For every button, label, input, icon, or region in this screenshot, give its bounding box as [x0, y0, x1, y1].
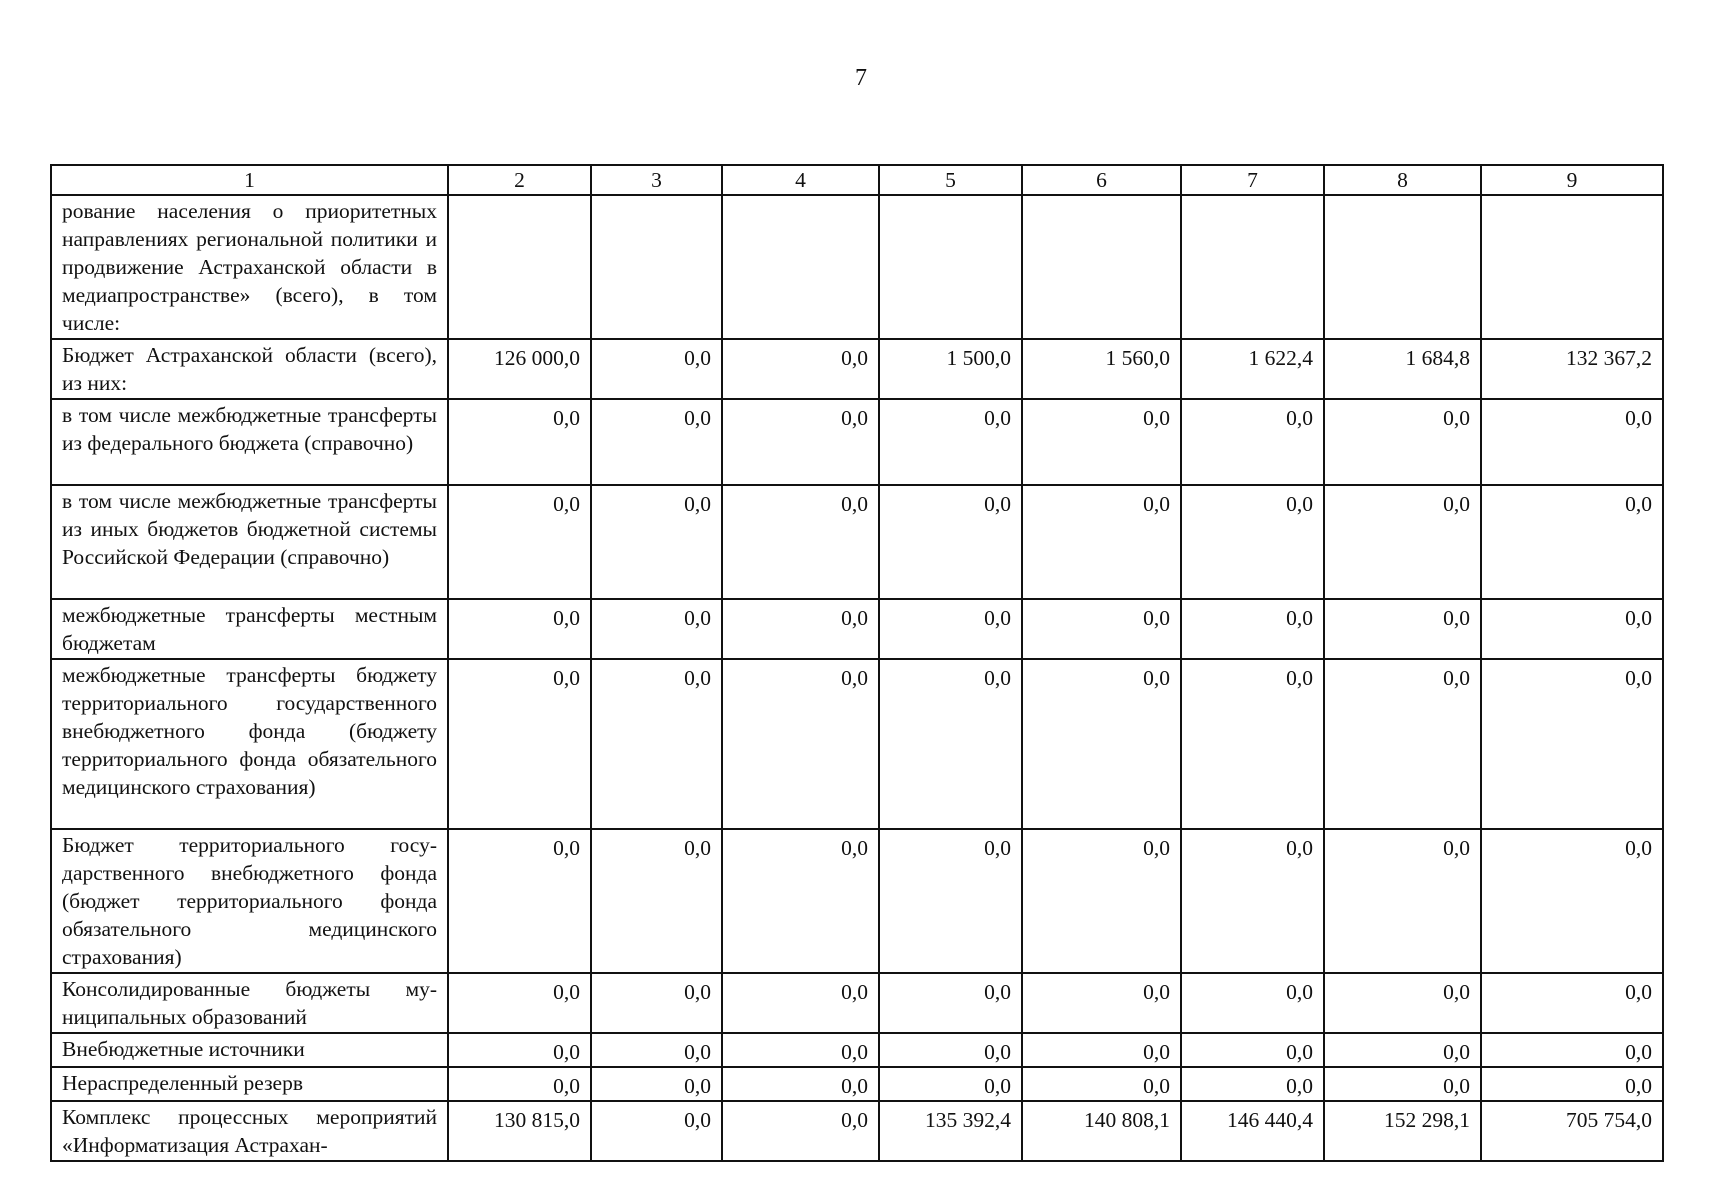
cell-value: 0,0: [1481, 973, 1663, 1033]
cell-value: 0,0: [1481, 659, 1663, 829]
table-row: [51, 399, 1663, 485]
table-row: [51, 195, 1663, 339]
row-label: межбюджетные трансферты бюджету территориального государственного внебюджетного фонда (бюджету территориального фонда обязательного медицинского страхования): [51, 659, 448, 829]
cell-value: [591, 195, 722, 339]
cell-value: 0,0: [879, 1033, 1022, 1067]
cell-value: 0,0: [591, 659, 722, 829]
row-label: Бюджет территориального государственного внебюджетного фонда (бюджет территориального фонда обязательного медицинского страхования): [51, 829, 448, 973]
cell-value: 0,0: [879, 485, 1022, 599]
page-number: 7: [855, 65, 867, 91]
cell-value: 0,0: [591, 339, 722, 399]
cell-value: 0,0: [591, 1067, 722, 1101]
cell-value: 1 622,4: [1181, 339, 1324, 399]
column-header: 4: [722, 165, 879, 195]
cell-value: 0,0: [1324, 485, 1481, 599]
cell-value: 0,0: [1481, 1033, 1663, 1067]
cell-value: 146 440,4: [1181, 1101, 1324, 1161]
table-row: [51, 1067, 1663, 1101]
table-header-row: [51, 165, 1663, 195]
cell-value: 0,0: [722, 659, 879, 829]
row-label: Нераспределенный резерв: [51, 1067, 448, 1101]
cell-value: 0,0: [1324, 973, 1481, 1033]
cell-value: 0,0: [1022, 973, 1181, 1033]
cell-value: 0,0: [1181, 1067, 1324, 1101]
cell-value: 130 815,0: [448, 1101, 591, 1161]
cell-value: 0,0: [1324, 599, 1481, 659]
cell-value: 0,0: [448, 1033, 591, 1067]
cell-value: 0,0: [1324, 659, 1481, 829]
table-row: [51, 1033, 1663, 1067]
row-label: Внебюджетные источники: [51, 1033, 448, 1067]
cell-value: 0,0: [591, 1033, 722, 1067]
table-row: [51, 829, 1663, 973]
column-header: 8: [1324, 165, 1481, 195]
cell-value: 1 500,0: [879, 339, 1022, 399]
cell-value: [1324, 195, 1481, 339]
cell-value: [1022, 195, 1181, 339]
cell-value: 0,0: [448, 399, 591, 485]
table-row: [51, 339, 1663, 399]
cell-value: 0,0: [1181, 599, 1324, 659]
cell-value: [879, 195, 1022, 339]
table-row: [51, 485, 1663, 599]
cell-value: 0,0: [448, 659, 591, 829]
cell-value: 0,0: [722, 485, 879, 599]
table-row: [51, 659, 1663, 829]
cell-value: 0,0: [722, 339, 879, 399]
cell-value: [722, 195, 879, 339]
cell-value: 0,0: [722, 829, 879, 973]
cell-value: 0,0: [591, 973, 722, 1033]
cell-value: 0,0: [1181, 485, 1324, 599]
cell-value: 0,0: [1022, 399, 1181, 485]
cell-value: 0,0: [591, 599, 722, 659]
cell-value: 0,0: [448, 485, 591, 599]
cell-value: 0,0: [1022, 485, 1181, 599]
row-label: Комплекс процессных мероприятий «Информатизация Астрахан-: [51, 1101, 448, 1161]
cell-value: 0,0: [722, 1067, 879, 1101]
column-header: 9: [1481, 165, 1663, 195]
row-label: Консолидированные бюджеты муниципальных образований: [51, 973, 448, 1033]
cell-value: 0,0: [1481, 599, 1663, 659]
cell-value: 0,0: [448, 829, 591, 973]
cell-value: 0,0: [591, 1101, 722, 1161]
column-header: 7: [1181, 165, 1324, 195]
column-header: 5: [879, 165, 1022, 195]
column-header: 6: [1022, 165, 1181, 195]
cell-value: 0,0: [722, 1033, 879, 1067]
cell-value: 705 754,0: [1481, 1101, 1663, 1161]
cell-value: 0,0: [722, 973, 879, 1033]
cell-value: 0,0: [722, 599, 879, 659]
cell-value: 0,0: [1481, 829, 1663, 973]
cell-value: 0,0: [448, 973, 591, 1033]
table-row: [51, 599, 1663, 659]
cell-value: 0,0: [1022, 659, 1181, 829]
column-header: 3: [591, 165, 722, 195]
cell-value: 0,0: [1181, 973, 1324, 1033]
cell-value: 0,0: [1022, 1033, 1181, 1067]
cell-value: 0,0: [879, 973, 1022, 1033]
cell-value: 1 560,0: [1022, 339, 1181, 399]
cell-value: 0,0: [1022, 1067, 1181, 1101]
cell-value: 0,0: [1481, 485, 1663, 599]
cell-value: 0,0: [879, 1067, 1022, 1101]
cell-value: 0,0: [448, 1067, 591, 1101]
cell-value: 0,0: [591, 399, 722, 485]
cell-value: 0,0: [448, 599, 591, 659]
cell-value: 0,0: [879, 399, 1022, 485]
cell-value: 1 684,8: [1324, 339, 1481, 399]
cell-value: 0,0: [1324, 1067, 1481, 1101]
cell-value: 0,0: [1181, 659, 1324, 829]
table-row: [51, 1101, 1663, 1161]
cell-value: 0,0: [722, 1101, 879, 1161]
row-label: в том числе межбюджетные трансферты из федерального бюджета (справочно): [51, 399, 448, 485]
cell-value: 152 298,1: [1324, 1101, 1481, 1161]
row-label: рование населения о приоритетных направлениях региональной политики и продвижение Астраханской области в медиапространстве» (всего), в том числе:: [51, 195, 448, 339]
cell-value: 0,0: [1481, 399, 1663, 485]
cell-value: 0,0: [879, 599, 1022, 659]
cell-value: 0,0: [1181, 1033, 1324, 1067]
cell-value: 0,0: [879, 659, 1022, 829]
cell-value: 0,0: [1324, 1033, 1481, 1067]
cell-value: 0,0: [1324, 829, 1481, 973]
cell-value: 0,0: [879, 829, 1022, 973]
cell-value: 132 367,2: [1481, 339, 1663, 399]
cell-value: 0,0: [1022, 599, 1181, 659]
cell-value: 135 392,4: [879, 1101, 1022, 1161]
cell-value: 0,0: [722, 399, 879, 485]
cell-value: 0,0: [1181, 399, 1324, 485]
cell-value: 0,0: [1324, 399, 1481, 485]
cell-value: [1481, 195, 1663, 339]
cell-value: [1181, 195, 1324, 339]
table-row: [51, 973, 1663, 1033]
column-header: 1: [51, 165, 448, 195]
cell-value: [448, 195, 591, 339]
budget-table: [50, 164, 1664, 1162]
cell-value: 0,0: [1022, 829, 1181, 973]
cell-value: 0,0: [591, 485, 722, 599]
cell-value: 0,0: [591, 829, 722, 973]
cell-value: 126 000,0: [448, 339, 591, 399]
row-label: межбюджетные трансферты местным бюджетам: [51, 599, 448, 659]
cell-value: 0,0: [1181, 829, 1324, 973]
row-label: в том числе межбюджетные трансферты из иных бюджетов бюджетной системы Российской Федерации (справочно): [51, 485, 448, 599]
column-header: 2: [448, 165, 591, 195]
cell-value: 140 808,1: [1022, 1101, 1181, 1161]
cell-value: 0,0: [1481, 1067, 1663, 1101]
row-label: Бюджет Астраханской области (всего), из них:: [51, 339, 448, 399]
